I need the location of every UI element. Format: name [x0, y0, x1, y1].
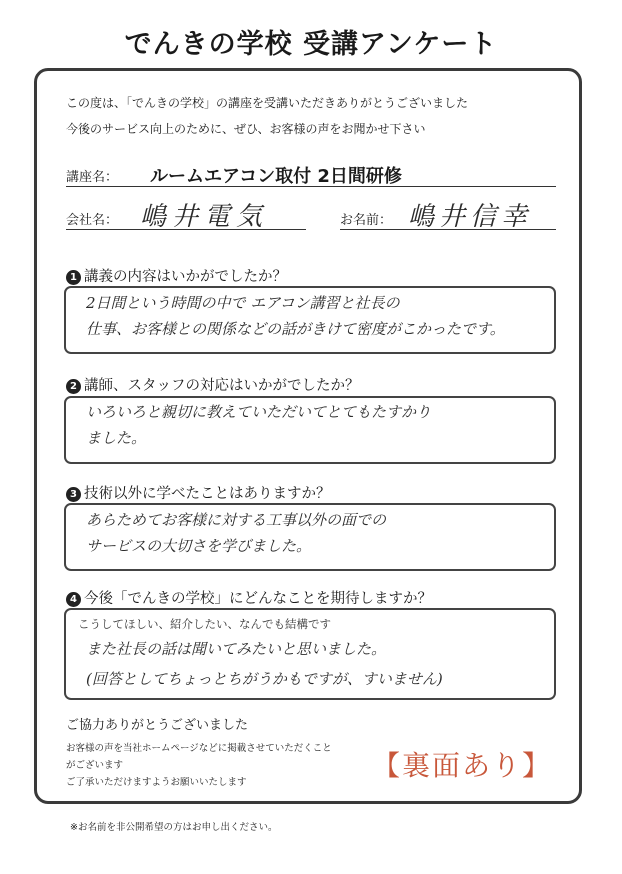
- answer-2-handwritten: [86, 399, 431, 451]
- question-3: [66, 482, 331, 503]
- question-4: [66, 587, 432, 608]
- answer-2-line-2: ました。: [86, 429, 147, 447]
- answer-1-line-1: 2日間という時間の中で エアコン講習と社長の: [86, 294, 400, 312]
- course-name-value: ルームエアコン取付 2日間研修: [150, 166, 402, 187]
- person-name-underline: [340, 229, 556, 230]
- question-2: [66, 374, 360, 395]
- answer-4-handwritten: [86, 634, 443, 694]
- course-label: 講座名：: [66, 170, 119, 185]
- person-name-label: お名前：: [340, 213, 393, 228]
- thanks-text: ご協力ありがとうございました: [66, 718, 249, 733]
- answer-3-line-2: サービスの大切さを学びました。: [86, 537, 312, 555]
- intro-text: [66, 90, 468, 142]
- question-4-number: 4: [66, 592, 81, 607]
- question-1-number: 1: [66, 270, 81, 285]
- question-4-hint: こうしてほしい、紹介したい、なんでも結構です: [78, 617, 331, 631]
- answer-4-line-1: また社長の話は聞いてみたいと思いました。: [86, 640, 387, 658]
- answer-2-line-1: いろいろと親切に教えていただいてとてもたすかり: [86, 403, 432, 421]
- notice-line-2: がございます: [66, 760, 124, 771]
- answer-1-line-2: 仕事、お客様との関係などの話がきけて密度がこかったです。: [86, 320, 505, 338]
- answer-3-handwritten: [86, 507, 386, 559]
- intro-line-2: 今後のサービス向上のために、ぜひ、お客様の声をお聞かせ下さい: [66, 122, 426, 136]
- answer-4-line-2: (回答としてちょっとちがうかもですが、すいません): [86, 670, 443, 688]
- notice-line-1: お客様の声を当社ホームページなどに掲載させていただくこと: [66, 743, 332, 754]
- survey-title: でんきの学校 受講アンケート: [124, 29, 498, 60]
- question-4-text: 今後「でんきの学校」にどんなことを期待しますか？: [84, 591, 432, 607]
- company-underline: [66, 229, 306, 230]
- question-3-text: 技術以外に学べたことはありますか？: [84, 486, 331, 502]
- answer-1-handwritten: [86, 290, 505, 342]
- question-1: [66, 265, 287, 286]
- question-1-text: 講義の内容はいかがでしたか？: [84, 269, 287, 285]
- question-2-text: 講師、スタッフの対応はいかがでしたか？: [84, 378, 360, 394]
- person-name-handwritten: 嶋井信幸: [408, 202, 533, 232]
- course-underline: [66, 186, 556, 187]
- question-3-number: 3: [66, 487, 81, 502]
- intro-line-1: この度は、「でんきの学校」の講座を受講いただきありがとうございました: [66, 96, 469, 110]
- footnote: ※お名前を非公開希望の方はお申し出ください。: [70, 822, 278, 833]
- answer-3-line-1: あらためてお客様に対する工事以外の面での: [86, 511, 387, 529]
- notice-line-3: ご了承いただけますようお願いいたします: [66, 777, 247, 788]
- question-2-number: 2: [66, 379, 81, 394]
- back-side-stamp: 【裏面あり】: [372, 749, 553, 782]
- company-name-handwritten: 嶋井電気: [140, 202, 269, 232]
- company-label: 会社名：: [66, 213, 119, 228]
